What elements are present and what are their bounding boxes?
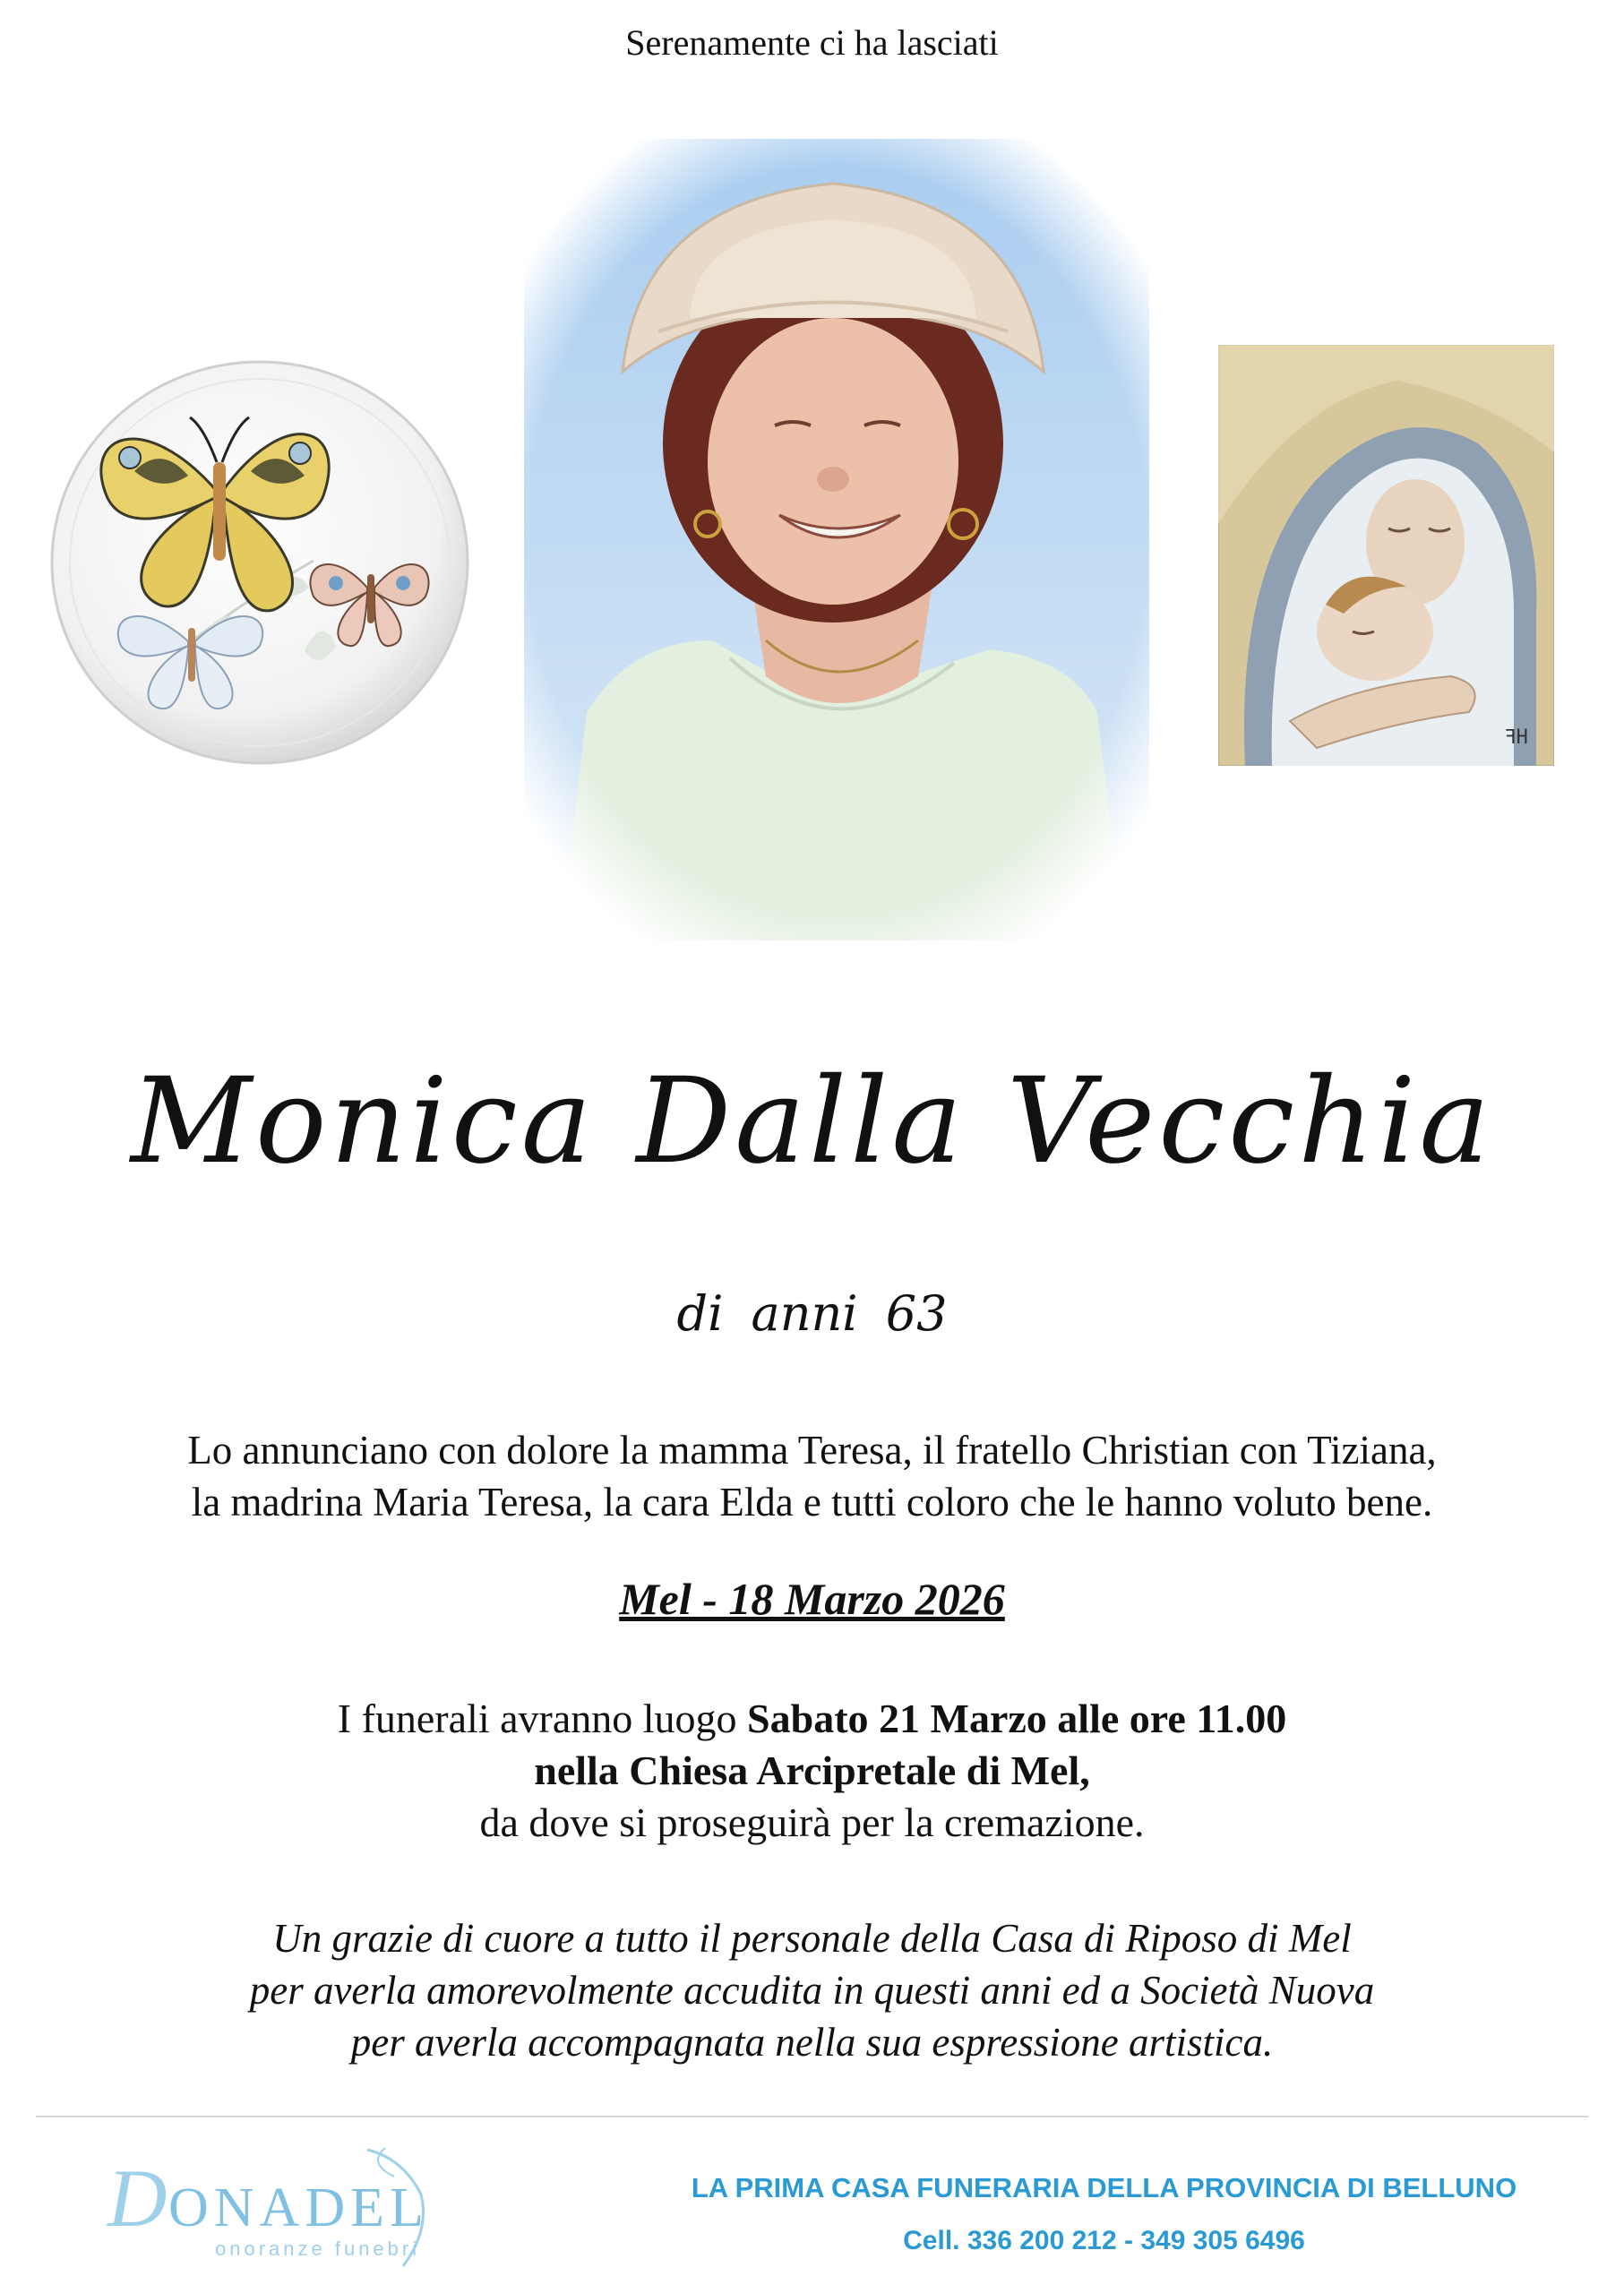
deceased-age: di anni 63	[676, 1285, 948, 1342]
place-date: Mel - 18 Marzo 2026	[619, 1574, 1005, 1624]
thanks-line-3: per averla accompagnata nella sua espressione artistica.	[350, 2020, 1274, 2065]
butterfly-plate-image	[45, 355, 475, 770]
donadel-logo	[99, 2141, 484, 2275]
footer-divider	[36, 2116, 1588, 2117]
svg-text:ꟻH: ꟻH	[1505, 726, 1528, 749]
funeral-line-1-prefix: I funerali avranno luogo	[337, 1696, 748, 1741]
announcement-line-1: Lo annunciano con dolore la mamma Teresa, il fratello Christian con Tiziana,	[187, 1428, 1437, 1473]
footer-slogan: LA PRIMA CASA FUNERARIA DELLA PROVINCIA DI BELLUNO	[691, 2172, 1517, 2203]
portrait-photo	[524, 139, 1149, 940]
thanks-line-1: Un grazie di cuore a tutto il personale della Casa di Riposo di Mel	[272, 1916, 1352, 1961]
funeral-church: nella Chiesa Arcipretale di Mel,	[534, 1748, 1090, 1793]
announcement-line-2: la madrina Maria Teresa, la cara Elda e tutti coloro che le hanno voluto bene.	[191, 1480, 1433, 1524]
funeral-line-1	[0, 1693, 1624, 1745]
thanks-line-2: per averla amorevolmente accudita in questi anni ed a Società Nuova	[249, 1968, 1375, 2013]
deceased-name: Monica Dalla Vecchia	[130, 1052, 1494, 1190]
svg-text:ONADEL: ONADEL	[168, 2177, 429, 2238]
intro-text: Serenamente ci ha lasciati	[625, 22, 999, 63]
funeral-cremation: da dove si proseguirà per la cremazione.	[479, 1799, 1145, 1845]
footer-phones: Cell. 336 200 212 - 349 305 6496	[903, 2226, 1305, 2255]
svg-text:D: D	[107, 2152, 168, 2244]
madonna-painting-image	[1218, 345, 1554, 766]
svg-text:onoranze funebri: onoranze funebri	[215, 2237, 421, 2260]
funeral-date-time: Sabato 21 Marzo alle ore 11.00	[747, 1696, 1287, 1741]
